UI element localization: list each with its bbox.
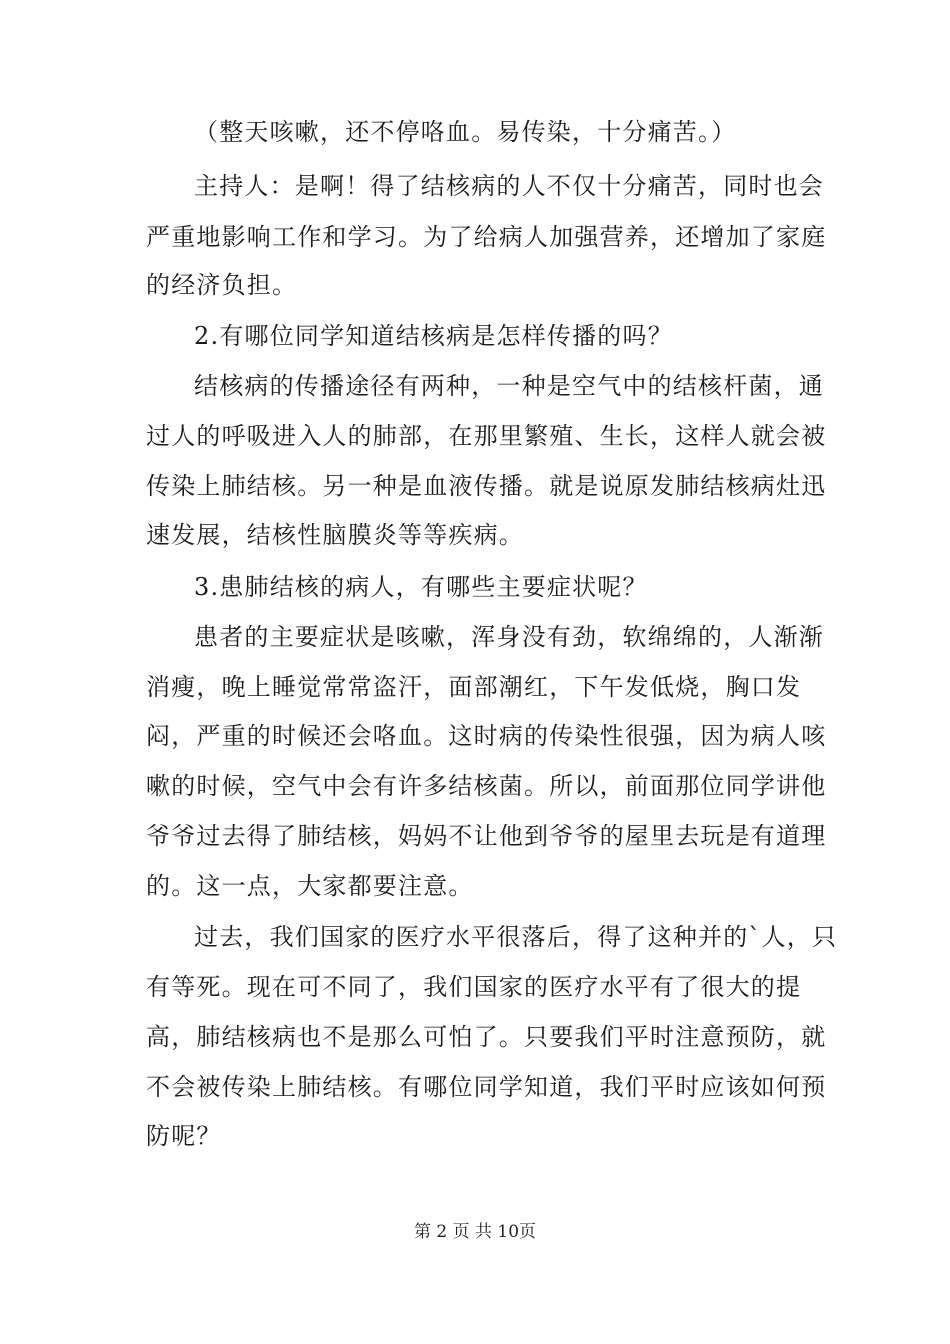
text-line-11: 患者的主要症状是咳嗽，浑身没有劲，软绵绵的，人渐渐: [194, 623, 824, 651]
section-heading-2: 2.有哪位同学知道结核病是怎样传播的吗？: [194, 322, 673, 350]
text-line-3: 严重地影响工作和学习。为了给病人加强营养，还增加了家庭: [146, 223, 827, 251]
page-number-footer: 第 2 页 共 10页: [413, 1222, 537, 1242]
text-line-7: 过人的呼吸进入人的肺部，在那里繁殖、生长，这样人就会被: [146, 422, 827, 450]
text-line-1: （整天咳嗽，还不停咯血。易传染，十分痛苦。）: [194, 118, 737, 146]
text-line-19: 高，肺结核病也不是那么可怕了。只要我们平时注意预防，就: [146, 1023, 827, 1051]
text-line-15: 爷爷过去得了肺结核，妈妈不让他到爷爷的屋里去玩是有道理: [146, 822, 827, 850]
text-line-13: 闷，严重的时候还会咯血。这时病的传染性很强，因为病人咳: [146, 722, 827, 750]
text-line-12: 消瘦，晚上睡觉常常盗汗，面部潮红，下午发低烧，胸口发: [146, 673, 802, 701]
text-line-8: 传染上肺结核。另一种是血液传播。就是说原发肺结核病灶迅: [146, 472, 827, 500]
text-line-20: 不会被传染上肺结核。有哪位同学知道，我们平时应该如何预: [146, 1073, 827, 1101]
text-line-2: 主持人：是啊！得了结核病的人不仅十分痛苦，同时也会: [194, 172, 824, 200]
text-line-18: 有等死。现在可不同了，我们国家的医疗水平有了很大的提: [146, 973, 802, 1001]
text-line-9: 速发展，结核性脑膜炎等等疾病。: [146, 521, 524, 549]
text-line-21: 防呢？: [146, 1122, 222, 1150]
text-line-4: 的经济负担。: [146, 271, 298, 299]
text-line-17: 过去，我们国家的医疗水平很落后，得了这种并的`人，只: [194, 923, 838, 951]
text-line-16: 的。这一点，大家都要注意。: [146, 872, 474, 900]
text-line-6: 结核病的传播途径有两种，一种是空气中的结核杆菌，通: [194, 372, 824, 400]
section-heading-3: 3.患肺结核的病人，有哪些主要症状呢？: [194, 573, 648, 601]
text-line-14: 嗽的时候，空气中会有许多结核菌。所以，前面那位同学讲他: [146, 772, 827, 800]
